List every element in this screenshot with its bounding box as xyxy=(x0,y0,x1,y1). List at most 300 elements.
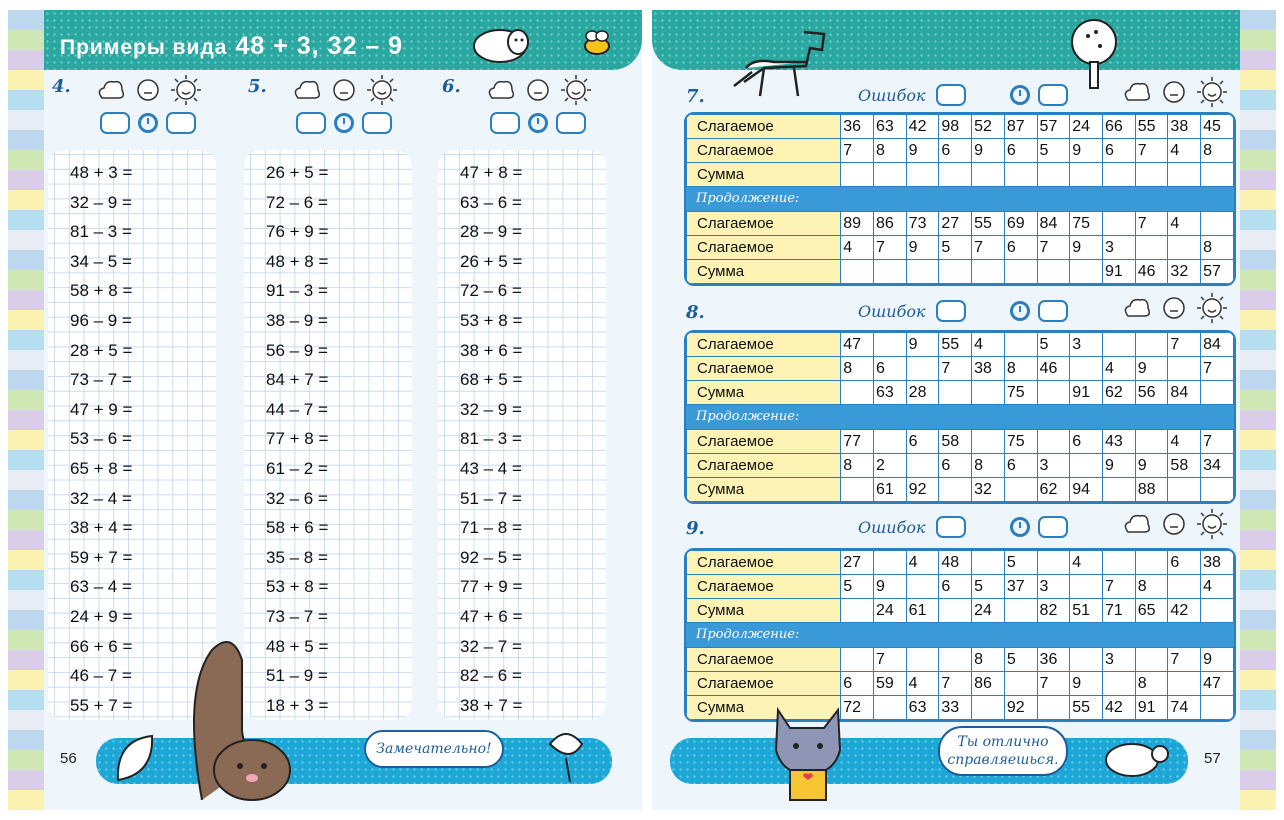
table-cell[interactable]: 33 xyxy=(939,696,972,720)
table-cell[interactable]: 9 xyxy=(1135,357,1168,381)
tree-icon xyxy=(1060,16,1130,92)
exercise-item[interactable]: 58 + 6 = xyxy=(266,518,329,538)
exercise-item[interactable]: 53 – 6 = xyxy=(70,429,132,449)
table-cell[interactable]: 69 xyxy=(1004,212,1037,236)
table-cell[interactable]: 6 xyxy=(841,672,874,696)
table-cell[interactable]: 75 xyxy=(1004,381,1037,405)
exercise-item[interactable]: 47 + 9 = xyxy=(70,399,133,419)
title-examples: 48 + 3, 32 – 9 xyxy=(235,32,404,60)
table-cell[interactable]: 7 xyxy=(841,139,874,163)
table-cell[interactable]: 42 xyxy=(1102,696,1135,720)
table-cell[interactable] xyxy=(1102,478,1135,502)
errors-box[interactable] xyxy=(490,112,520,134)
exercise-item[interactable]: 77 + 8 = xyxy=(266,429,329,449)
exercise-item[interactable]: 18 + 3 = xyxy=(266,695,329,715)
table-cell[interactable]: 74 xyxy=(1168,696,1201,720)
table-cell[interactable]: 55 xyxy=(1070,696,1103,720)
exercise-item[interactable]: 65 + 8 = xyxy=(70,458,133,478)
table-cell[interactable]: 3 xyxy=(1102,648,1135,672)
table-cell[interactable]: 5 xyxy=(1037,139,1070,163)
table-cell[interactable] xyxy=(1004,599,1037,623)
strip-square xyxy=(1240,630,1276,650)
table-cell[interactable]: 8 xyxy=(873,139,906,163)
time-box[interactable] xyxy=(1038,516,1068,538)
table-cell[interactable] xyxy=(1135,236,1168,260)
exercise-item[interactable]: 63 – 4 = xyxy=(70,577,132,597)
table-cell[interactable] xyxy=(939,599,972,623)
errors-box[interactable] xyxy=(936,516,966,538)
table-cell[interactable] xyxy=(1201,696,1234,720)
result-boxes xyxy=(296,112,392,134)
table-cell[interactable]: 66 xyxy=(1102,115,1135,139)
exercise-item[interactable]: 32 – 9 = xyxy=(70,192,132,212)
table-cell[interactable] xyxy=(1135,430,1168,454)
errors-box[interactable] xyxy=(936,84,966,106)
time-box[interactable] xyxy=(166,112,196,134)
table-cell[interactable]: 55 xyxy=(972,212,1005,236)
table-cell[interactable]: 3 xyxy=(1037,454,1070,478)
table-cell[interactable]: 9 xyxy=(906,333,939,357)
exercise-item[interactable]: 26 + 5 = xyxy=(460,251,523,271)
table-cell[interactable]: 8 xyxy=(841,357,874,381)
table-cell[interactable]: 7 xyxy=(1168,648,1201,672)
table-cell[interactable]: 86 xyxy=(873,212,906,236)
strip-square xyxy=(8,550,44,570)
table-cell[interactable]: 38 xyxy=(1201,551,1234,575)
table-cell[interactable] xyxy=(972,430,1005,454)
table-cell[interactable]: 8 xyxy=(1201,139,1234,163)
table-cell[interactable]: 45 xyxy=(1201,115,1234,139)
exercise-item[interactable]: 53 + 8 = xyxy=(460,310,523,330)
table-cell[interactable]: 75 xyxy=(1004,430,1037,454)
title-text: Примеры вида xyxy=(60,36,228,59)
table-cell[interactable] xyxy=(1168,357,1201,381)
table-cell[interactable] xyxy=(1102,163,1135,187)
table-cell[interactable] xyxy=(841,478,874,502)
exercise-item[interactable]: 47 + 8 = xyxy=(460,163,523,182)
table-cell[interactable]: 57 xyxy=(1201,260,1234,284)
table-cell[interactable]: 55 xyxy=(1135,115,1168,139)
exercise-item[interactable]: 48 + 5 = xyxy=(266,636,329,656)
table-cell[interactable] xyxy=(939,260,972,284)
time-box[interactable] xyxy=(1038,300,1068,322)
table-cell[interactable]: 86 xyxy=(972,672,1005,696)
table-cell[interactable]: 6 xyxy=(1004,454,1037,478)
table-cell[interactable]: 24 xyxy=(1070,115,1103,139)
table-cell[interactable]: 5 xyxy=(1004,648,1037,672)
table-cell[interactable]: 6 xyxy=(906,430,939,454)
exercise-item[interactable]: 91 – 3 = xyxy=(266,281,328,301)
table-cell[interactable]: 6 xyxy=(939,575,972,599)
table-cell[interactable]: 98 xyxy=(939,115,972,139)
table-cell[interactable]: 24 xyxy=(972,599,1005,623)
exercise-item[interactable]: 73 – 7 = xyxy=(266,606,328,626)
table-cell[interactable] xyxy=(1004,333,1037,357)
table-cell[interactable]: 8 xyxy=(972,454,1005,478)
table-cell[interactable] xyxy=(1037,696,1070,720)
exercise-item[interactable]: 38 + 4 = xyxy=(70,518,133,538)
time-box[interactable] xyxy=(1038,84,1068,106)
table-cell[interactable] xyxy=(939,648,972,672)
table-cell[interactable]: 84 xyxy=(1037,212,1070,236)
table-cell[interactable]: 73 xyxy=(906,212,939,236)
table-cell[interactable]: 4 xyxy=(1168,212,1201,236)
table-cell[interactable] xyxy=(1102,333,1135,357)
table-cell[interactable]: 89 xyxy=(841,212,874,236)
table-cell[interactable] xyxy=(1070,648,1103,672)
exercise-item[interactable]: 58 + 8 = xyxy=(70,281,133,301)
table-cell[interactable]: 9 xyxy=(1135,454,1168,478)
exercise-item[interactable]: 32 – 9 = xyxy=(460,399,522,419)
errors-box[interactable] xyxy=(100,112,130,134)
table-cell[interactable] xyxy=(1004,260,1037,284)
praise-text-right-2: справляешься. xyxy=(947,752,1059,768)
table-cell[interactable]: 3 xyxy=(1070,333,1103,357)
exercise-item[interactable]: 24 + 9 = xyxy=(70,606,133,626)
table-cell[interactable] xyxy=(1004,163,1037,187)
table-cell[interactable]: 4 xyxy=(1070,551,1103,575)
table-cell[interactable]: 8 xyxy=(1201,236,1234,260)
exercise-item[interactable]: 82 – 6 = xyxy=(460,666,522,686)
table-cell[interactable] xyxy=(1070,260,1103,284)
table-cell[interactable] xyxy=(1037,260,1070,284)
table-cell[interactable]: 8 xyxy=(1004,357,1037,381)
table-cell[interactable]: 84 xyxy=(1201,333,1234,357)
exercise-item[interactable]: 81 – 3 = xyxy=(70,222,132,242)
table-cell[interactable] xyxy=(1070,163,1103,187)
table-cell[interactable] xyxy=(873,696,906,720)
table-cell[interactable] xyxy=(972,696,1005,720)
table-cell[interactable] xyxy=(1102,672,1135,696)
table-cell[interactable]: 37 xyxy=(1004,575,1037,599)
exercise-item[interactable]: 73 – 7 = xyxy=(70,370,132,390)
strip-square xyxy=(1240,150,1276,170)
exercise-item[interactable]: 96 – 9 = xyxy=(70,310,132,330)
table-cell[interactable] xyxy=(841,381,874,405)
table-cell[interactable] xyxy=(906,260,939,284)
table-cell[interactable] xyxy=(1102,212,1135,236)
exercise-item[interactable]: 72 – 6 = xyxy=(266,192,328,212)
table-cell[interactable] xyxy=(841,260,874,284)
strip-square xyxy=(1240,670,1276,690)
table-cell[interactable]: 5 xyxy=(972,575,1005,599)
table-cell[interactable]: 92 xyxy=(1004,696,1037,720)
table-cell[interactable]: 6 xyxy=(939,454,972,478)
table-cell[interactable]: 9 xyxy=(1070,236,1103,260)
table-cell[interactable]: 9 xyxy=(1070,139,1103,163)
exercise-item[interactable]: 28 + 5 = xyxy=(70,340,133,360)
table-cell[interactable]: 6 xyxy=(939,139,972,163)
table-cell[interactable]: 5 xyxy=(841,575,874,599)
table-cell[interactable]: 36 xyxy=(1037,648,1070,672)
continuation-label: Продолжение: xyxy=(686,187,1234,211)
table-cell[interactable]: 7 xyxy=(1037,236,1070,260)
table-cell[interactable] xyxy=(906,163,939,187)
table-cell[interactable]: 27 xyxy=(939,212,972,236)
table-cell[interactable] xyxy=(1201,381,1234,405)
table-cell[interactable]: 92 xyxy=(906,478,939,502)
table-cell[interactable]: 6 xyxy=(873,357,906,381)
exercise-item[interactable]: 38 + 7 = xyxy=(460,695,523,715)
table-cell[interactable] xyxy=(939,163,972,187)
table-cell[interactable] xyxy=(1201,163,1234,187)
strip-square xyxy=(8,710,44,730)
table-cell[interactable] xyxy=(873,333,906,357)
table-cell[interactable]: 4 xyxy=(1201,575,1234,599)
exercise-item[interactable]: 59 + 7 = xyxy=(70,547,133,567)
table-cell[interactable]: 3 xyxy=(1037,575,1070,599)
table-cell[interactable] xyxy=(1070,357,1103,381)
table-cell[interactable]: 87 xyxy=(1004,115,1037,139)
table-cell[interactable]: 58 xyxy=(1168,454,1201,478)
exercise-item[interactable]: 28 – 9 = xyxy=(460,222,522,242)
table-cell[interactable]: 52 xyxy=(972,115,1005,139)
table-cell[interactable]: 9 xyxy=(873,575,906,599)
table-cell[interactable] xyxy=(841,648,874,672)
table-cell[interactable]: 84 xyxy=(1168,381,1201,405)
table-cell[interactable] xyxy=(1201,599,1234,623)
table-cell[interactable]: 7 xyxy=(972,236,1005,260)
table-cell[interactable]: 4 xyxy=(906,551,939,575)
table-cell[interactable]: 91 xyxy=(1135,696,1168,720)
exercise-item[interactable]: 26 + 5 = xyxy=(266,163,329,182)
table-cell[interactable] xyxy=(1004,478,1037,502)
table-cell[interactable]: 5 xyxy=(939,236,972,260)
exercise-item[interactable]: 55 + 7 = xyxy=(70,695,133,715)
table-cell[interactable] xyxy=(1037,381,1070,405)
table-cell[interactable]: 7 xyxy=(1201,357,1234,381)
table-cell[interactable]: 4 xyxy=(1168,139,1201,163)
table-cell[interactable]: 7 xyxy=(1135,212,1168,236)
table-cell[interactable]: 42 xyxy=(1168,599,1201,623)
exercise-item[interactable]: 32 – 4 = xyxy=(70,488,132,508)
table-cell[interactable]: 94 xyxy=(1070,478,1103,502)
table-cell[interactable]: 65 xyxy=(1135,599,1168,623)
table-cell[interactable]: 4 xyxy=(906,672,939,696)
table-cell[interactable]: 9 xyxy=(1102,454,1135,478)
table-cell[interactable]: 88 xyxy=(1135,478,1168,502)
table-cell[interactable]: 5 xyxy=(1037,333,1070,357)
table-cell[interactable]: 5 xyxy=(1004,551,1037,575)
table-cell[interactable] xyxy=(972,260,1005,284)
table-cell[interactable]: 8 xyxy=(841,454,874,478)
table-cell[interactable]: 9 xyxy=(906,139,939,163)
table-cell[interactable]: 75 xyxy=(1070,212,1103,236)
table-cell[interactable]: 6 xyxy=(1168,551,1201,575)
table-cell[interactable] xyxy=(1135,551,1168,575)
table-cell[interactable]: 61 xyxy=(906,599,939,623)
exercise-item[interactable]: 51 – 7 = xyxy=(460,488,522,508)
table-cell[interactable] xyxy=(972,551,1005,575)
exercise-item[interactable]: 68 + 5 = xyxy=(460,370,523,390)
time-box[interactable] xyxy=(556,112,586,134)
exercise-item[interactable]: 84 + 7 = xyxy=(266,370,329,390)
table-cell[interactable]: 7 xyxy=(1201,430,1234,454)
table-cell[interactable]: 38 xyxy=(972,357,1005,381)
table-cell[interactable] xyxy=(906,454,939,478)
table-cell[interactable]: 57 xyxy=(1037,115,1070,139)
table-cell[interactable]: 59 xyxy=(873,672,906,696)
table-cell[interactable]: 46 xyxy=(1037,357,1070,381)
exercise-item[interactable]: 71 – 8 = xyxy=(460,518,522,538)
table-cell[interactable]: 7 xyxy=(1037,672,1070,696)
table-cell[interactable]: 6 xyxy=(1004,236,1037,260)
table-cell[interactable] xyxy=(972,163,1005,187)
table-cell[interactable]: 7 xyxy=(939,672,972,696)
exercise-item[interactable]: 32 – 7 = xyxy=(460,636,522,656)
table-cell[interactable]: 55 xyxy=(939,333,972,357)
exercise-item[interactable]: 56 – 9 = xyxy=(266,340,328,360)
table-cell[interactable]: 47 xyxy=(1201,672,1234,696)
result-boxes xyxy=(936,516,1068,538)
exercise-item[interactable]: 92 – 5 = xyxy=(460,547,522,567)
table-cell[interactable]: 48 xyxy=(939,551,972,575)
exercise-item[interactable]: 63 – 6 = xyxy=(460,192,522,212)
table-cell[interactable]: 6 xyxy=(1070,430,1103,454)
table-row xyxy=(687,430,1234,454)
table-cell[interactable] xyxy=(873,551,906,575)
table-cell[interactable]: 46 xyxy=(1135,260,1168,284)
exercise-item[interactable]: 72 – 6 = xyxy=(460,281,522,301)
table-cell[interactable]: 36 xyxy=(841,115,874,139)
table-cell[interactable]: 6 xyxy=(1102,139,1135,163)
table-cell[interactable] xyxy=(1168,163,1201,187)
exercise-item[interactable]: 46 – 7 = xyxy=(70,666,132,686)
table-cell[interactable]: 62 xyxy=(1037,478,1070,502)
table-cell[interactable]: 3 xyxy=(1102,236,1135,260)
table-cell[interactable] xyxy=(1037,551,1070,575)
table-cell[interactable]: 7 xyxy=(1135,139,1168,163)
table-cell[interactable]: 4 xyxy=(841,236,874,260)
table-cell[interactable]: 2 xyxy=(873,454,906,478)
exercise-item[interactable]: 43 – 4 = xyxy=(460,458,522,478)
exercise-item[interactable]: 76 + 9 = xyxy=(266,222,329,242)
table-cell[interactable]: 63 xyxy=(873,115,906,139)
exercise-item[interactable]: 48 + 8 = xyxy=(266,251,329,271)
table-cell[interactable] xyxy=(906,357,939,381)
table-cell[interactable]: 6 xyxy=(1004,139,1037,163)
table-cell[interactable]: 8 xyxy=(972,648,1005,672)
exercise-item[interactable]: 51 – 9 = xyxy=(266,666,328,686)
table-cell[interactable] xyxy=(1168,236,1201,260)
errors-box[interactable] xyxy=(936,300,966,322)
table-cell[interactable] xyxy=(873,430,906,454)
table-cell[interactable] xyxy=(1201,478,1234,502)
errors-box[interactable] xyxy=(296,112,326,134)
exercise-item[interactable]: 61 – 2 = xyxy=(266,458,328,478)
exercise-item[interactable]: 81 – 3 = xyxy=(460,429,522,449)
table-cell[interactable]: 28 xyxy=(906,381,939,405)
table-cell[interactable] xyxy=(873,260,906,284)
table-cell[interactable]: 42 xyxy=(906,115,939,139)
table-cell[interactable] xyxy=(939,478,972,502)
table-cell[interactable]: 9 xyxy=(972,139,1005,163)
exercise-item[interactable]: 77 + 9 = xyxy=(460,577,523,597)
table-cell[interactable]: 77 xyxy=(841,430,874,454)
table-cell[interactable]: 91 xyxy=(1102,260,1135,284)
table-cell[interactable]: 7 xyxy=(873,648,906,672)
table-cell[interactable]: 7 xyxy=(873,236,906,260)
table-cell[interactable]: 72 xyxy=(841,696,874,720)
table-cell[interactable] xyxy=(1070,454,1103,478)
table-cell[interactable]: 4 xyxy=(1168,430,1201,454)
table-cell[interactable]: 71 xyxy=(1102,599,1135,623)
table-cell[interactable]: 8 xyxy=(1135,672,1168,696)
table-cell[interactable] xyxy=(1037,163,1070,187)
table-cell[interactable]: 38 xyxy=(1168,115,1201,139)
table-cell[interactable]: 51 xyxy=(1070,599,1103,623)
exercise-item[interactable]: 47 + 6 = xyxy=(460,606,523,626)
table-section xyxy=(686,550,1234,623)
table-cell[interactable] xyxy=(1004,672,1037,696)
table-cell[interactable]: 56 xyxy=(1135,381,1168,405)
exercise-item[interactable]: 32 – 6 = xyxy=(266,488,328,508)
table-cell[interactable]: 9 xyxy=(1070,672,1103,696)
table-cell[interactable] xyxy=(1168,575,1201,599)
exercise-item[interactable]: 66 + 6 = xyxy=(70,636,133,656)
table-cell[interactable] xyxy=(939,381,972,405)
table-cell[interactable] xyxy=(1135,333,1168,357)
table-cell[interactable]: 43 xyxy=(1102,430,1135,454)
table-cell[interactable]: 4 xyxy=(1102,357,1135,381)
exercise-item[interactable]: 35 – 8 = xyxy=(266,547,328,567)
table-cell[interactable] xyxy=(873,163,906,187)
exercise-item[interactable]: 53 + 8 = xyxy=(266,577,329,597)
table-cell[interactable]: 7 xyxy=(1102,575,1135,599)
time-box[interactable] xyxy=(362,112,392,134)
table-cell[interactable] xyxy=(906,648,939,672)
table-cell[interactable] xyxy=(906,575,939,599)
table-cell[interactable]: 24 xyxy=(873,599,906,623)
table-cell[interactable]: 82 xyxy=(1037,599,1070,623)
table-cell[interactable]: 7 xyxy=(1168,333,1201,357)
table-cell[interactable] xyxy=(841,599,874,623)
exercise-item[interactable]: 44 – 7 = xyxy=(266,399,328,419)
table-cell[interactable] xyxy=(1070,575,1103,599)
table-cell[interactable]: 9 xyxy=(1201,648,1234,672)
table-cell[interactable] xyxy=(841,163,874,187)
table-cell[interactable]: 32 xyxy=(972,478,1005,502)
table-cell[interactable] xyxy=(1037,430,1070,454)
table-cell[interactable]: 7 xyxy=(939,357,972,381)
table-cell[interactable] xyxy=(1168,672,1201,696)
table-cell[interactable] xyxy=(1102,551,1135,575)
table-cell[interactable]: 63 xyxy=(873,381,906,405)
table-cell[interactable]: 9 xyxy=(906,236,939,260)
table-cell[interactable]: 8 xyxy=(1135,575,1168,599)
table-cell[interactable]: 32 xyxy=(1168,260,1201,284)
table-cell[interactable] xyxy=(1135,163,1168,187)
table-cell[interactable] xyxy=(972,381,1005,405)
exercise-item[interactable]: 38 – 9 = xyxy=(266,310,328,330)
table-cell[interactable]: 27 xyxy=(841,551,874,575)
table-cell[interactable]: 4 xyxy=(972,333,1005,357)
exercise-item[interactable]: 34 – 5 = xyxy=(70,251,132,271)
table-cell[interactable] xyxy=(1201,212,1234,236)
table-cell[interactable] xyxy=(1135,648,1168,672)
exercise-item[interactable]: 38 + 6 = xyxy=(460,340,523,360)
table-cell[interactable]: 91 xyxy=(1070,381,1103,405)
table-cell[interactable]: 63 xyxy=(906,696,939,720)
table-cell[interactable]: 62 xyxy=(1102,381,1135,405)
table-cell[interactable] xyxy=(1168,478,1201,502)
table-cell[interactable]: 61 xyxy=(873,478,906,502)
neutral-face-icon xyxy=(136,78,160,102)
table-cell[interactable]: 34 xyxy=(1201,454,1234,478)
exercise-item[interactable]: 48 + 3 = xyxy=(70,163,133,182)
table-cell[interactable]: 58 xyxy=(939,430,972,454)
table-cell[interactable]: 47 xyxy=(841,333,874,357)
